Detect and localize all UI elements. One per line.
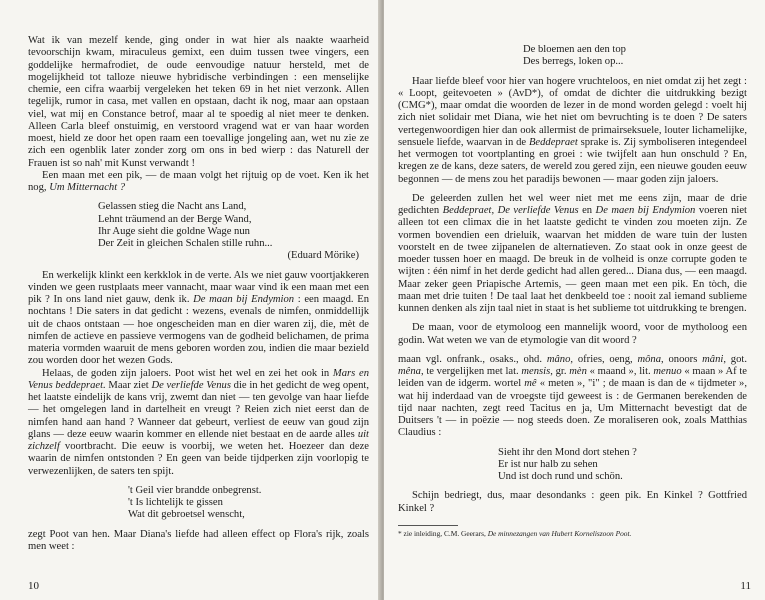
footnote-rule — [398, 525, 458, 526]
paragraph: Een maan met een pik, — de maan volgt het rijtuig op de voet. Ken ik het nog, Um Mitternacht ? — [28, 169, 369, 193]
poem-quote — [128, 485, 369, 522]
paragraph: maan vgl. onfrank., osaks., ohd. mâno, ofries, oeng, môna, onoors mâni, got. mêna, te vergelijken met lat. mensis, gr. mèn « maand », lit. menuo « maan » Af te leiden van de idgerm. wortel mê « meten », "i" ; de maan is dan de « tijdmeter », wat hij inderdaad van de vroegste tijd geweest is : de Germanen berekenden de tijd naar nachten, zegt reed Tacitus en ja, Um Mitternacht bevestigt dat de Duitsers 't — in poëzie — nog steeds doen. Ze moraliseren ook, zoals Matthias Claudius : — [398, 353, 747, 439]
page-number: 11 — [740, 580, 751, 592]
page-number: 10 — [28, 580, 39, 592]
verse-line: Ihr Auge sieht die goldne Wage nun — [98, 225, 250, 237]
verse-line: Er ist nur halb zu sehen — [498, 458, 598, 470]
verse-line: Lehnt träumend an der Berge Wand, — [98, 213, 252, 225]
paragraph: zegt Poot van hen. Maar Diana's liefde had alleen effect op Flora's rijk, zoals men weet : — [28, 528, 369, 552]
right-page — [384, 0, 765, 600]
verse-line: Sieht ihr den Mond dort stehen ? — [498, 446, 637, 458]
verse-line: 't Geil vier brandde onbegrenst. — [128, 484, 262, 496]
paragraph: De maan, voor de etymoloog een mannelijk woord, voor de mytholoog een godin. Wat weten we van de etymologie van dit woord ? — [398, 322, 747, 346]
verse-line: De bloemen aen den top — [523, 44, 626, 55]
verse-line: Und ist doch rund und schön. — [498, 471, 623, 482]
poem-quote — [498, 447, 747, 484]
poem-quote — [523, 44, 747, 69]
footnote: * zie inleiding, C.M. Geerars, De minnezangen van Hubert Korneliszoon Poot. — [398, 528, 632, 538]
paragraph: Schijn bedriegt, dus, maar desondanks : geen pik. En Kinkel ? Gottfried Kinkel ? — [398, 490, 747, 514]
paragraph: Helaas, de goden zijn jaloers. Poot wist het wel en zei het ook in Mars en Venus beddepraet. Maar ziet De verliefde Venus die in het gedicht de weg opent, het laatste eindelijk de kans vrij, zwemt dan niet — ten gevolge van haar liefde — het omgelegen land in dartelheit en vreugt ? Reien zich niet eerst dan de nimfen hand aan hand ? Wanneer dat gebeurt, verliest de eeuw van goud zijn glans — deze eeuw waarin kommer en ellende niet bestaat en de aarde alles uit zichzelf voortbracht. Die eeuw is voorbij, we weten het. Hoezeer dan deze waarin de nimfen ontstonden ? En geen van beide tijdperken zijn voorlopig te verwezenlijken, de saters ten spijt. — [28, 367, 369, 477]
verse-line: Gelassen stieg die Nacht ans Land, — [98, 201, 247, 213]
paragraph: Haar liefde bleef voor hier van hogere vruchteloos, en niet omdat zij het zegt : « Loopt, geitevoeten » (AvD*), of omdat de dichter die uitdrukking bezigt (CMG*), maar omdat die woorden de lezer in de mond worden gelegd : voelt hij zich niet solidair met Diana, wie het niet om bevruchting is te doen ? De saters vertegenwoordigen hier dan ook allermist de primairseksuele, louter lichamelijke, sensuele liefde, waarvan in de Beddepraet sprake is. Zij symboliseren integendeel het vermogen tot voortplanting en groei : wie twijfelt aan hun onschuld ? En, kregen ze de kans, deze saters, de wereld zou gered zijn, een nieuwe gouden eeuw begonnen — de mens zou het paradijs bewonen — maar goden zijn jaloers. — [398, 75, 748, 185]
paragraph: En werkelijk klinkt een kerkklok in de verte. Als we niet gauw voortjakkeren vinden we geen rustplaats meer vannacht, maar waar vind ik een maan met een pik ? In ons land niet gauw, denk ik. De maan bij Endymion : een maagd. En nochtans ! Die saters in dat gedicht : wezens, evenals de nimfen, onmiddellijk uit de chaos ontstaan — hoe ongescheiden man en dier waren zij, die, mèt de nimfen de actieve en passieve vermogens van de godheid belichamen, de prima materia vormden waaruit de mens geboren worden zou, indien die maar bezield zou worden door het wezen Gods. — [28, 269, 369, 367]
verse-line: Der Zeit in gleichen Schalen stille ruhn... — [98, 238, 273, 249]
left-page — [0, 0, 381, 600]
verse-line: Wat dit gebroetsel wenscht, — [128, 509, 245, 521]
verse-line: 't Is lichtelijk te gissen — [128, 497, 223, 508]
poem-quote — [98, 201, 369, 262]
paragraph: De geleerden zullen het wel weer niet met me eens zijn, maar de drie gedichten Beddepraet, De verliefde Venus en De maen bij Endymion voeren niet alleen tot een climax die in het laatste gedicht te vinden zou moeten zijn. Ze vormen bovendien een drieluik, waarvan het midden de ware tuin der lusten voorstelt en de twee zijpanelen de alternatieven. Zo staat ook in onze geest de moeder tussen hoer en maagd. De breuk in de volheid is onze corrupte goden te wijten : één nimf in het derde gedicht had allen gered... Diana dus, — een maagd. Maar zeker geen Priapische Artemis, — geen maan met een pik. En tòch, die maan met drie tuiten ! De taal laat het denkbeeld toe : nooit zal iemand sublieme kunnen denken als zijn taal niet in staat is het sublieme tot uitdrukking te brengen. — [398, 192, 747, 314]
verse-attribution: (Eduard Mörike) — [287, 250, 359, 262]
verse-line: Des berregs, loken op... — [523, 56, 624, 68]
paragraph: Wat ik van mezelf kende, ging onder in wat hier als naakte waarheid tevoorschijn kwam, miraculeus gemixt, een duim tussen twee vingers, een goddelijke hermafrodiet, de oude eenvoudige natuur hersteld, met de mogelijkheid tot talloze nieuwe hybridische verbindingen : een menselijke chemie, een cifra waarbij vergeleken het teken 69 in het niet verzonk. Allen tegelijk, rumor in casa, met vallen en opstaan, dacht ik nog, maar aan opstaan viel, wat mij en Constance betrof, maar al te spoedig al niet meer te denken. Alleen Carla bleef onstuimig, en verstoord vragend wat er van haar worden moest, hield ze door het open raam een toevallige jongeling aan, wet nu zie ze zich een ogenblik later zonder zorg om ons in bed wierp : das Naturell der Frauen ist so nah' mit Kunst verwandt ! — [28, 35, 369, 169]
